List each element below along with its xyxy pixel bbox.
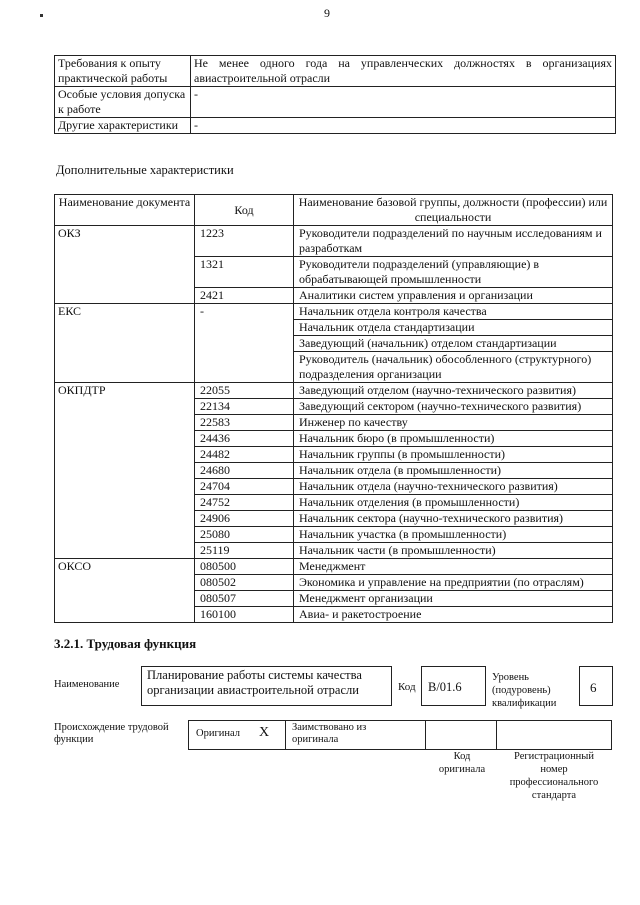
divider <box>285 720 286 749</box>
doc-cell: ЕКС <box>55 304 195 383</box>
header-code: Код <box>195 195 294 226</box>
code-cell: 1223 <box>195 226 294 257</box>
name-cell: Руководители подразделений (управляющие) в обрабатывающей промышленности <box>294 257 613 288</box>
code-cell: 22055 <box>195 383 294 399</box>
name-cell: Заведующий отделом (научно-технического развития) <box>294 383 613 399</box>
header-doc: Наименование документа <box>55 195 195 226</box>
name-cell: Руководители подразделений по научным исследованиям и разработкам <box>294 226 613 257</box>
code-cell: 2421 <box>195 288 294 304</box>
req-label: Требования к опыту практической работы <box>55 56 191 87</box>
name-cell: Менеджмент <box>294 559 613 575</box>
name-cell: Начальник отдела контроля качества <box>294 304 613 320</box>
code-cell: 24704 <box>195 479 294 495</box>
reg-caption: Регистрационный номер профессионального стандарта <box>509 751 599 801</box>
name-cell: Инженер по качеству <box>294 415 613 431</box>
name-cell: Начальник части (в промышленности) <box>294 543 613 559</box>
section-title: 3.2.1. Трудовая функция <box>54 636 197 651</box>
table-row <box>55 383 613 399</box>
code-cell: 160100 <box>195 607 294 623</box>
table-header-row <box>55 195 613 226</box>
level-label: Уровень (подуровень) квалификации <box>492 672 557 709</box>
table-row <box>55 118 616 134</box>
doc-cell: ОКЗ <box>55 226 195 304</box>
page-number: 9 <box>324 6 330 20</box>
scan-mark <box>40 14 43 17</box>
name-cell: Начальник бюро (в промышленности) <box>294 431 613 447</box>
table-row <box>55 304 613 320</box>
name-cell: Заведующий (начальник) отделом стандартизации <box>294 336 613 352</box>
code-cell: 24680 <box>195 463 294 479</box>
function-name: Планирование работы системы качества организации авиастроительной отрасли <box>147 668 362 697</box>
table-row <box>55 226 613 257</box>
name-cell: Экономика и управление на предприятии (по отраслям) <box>294 575 613 591</box>
name-cell: Начальник отдела (в промышленности) <box>294 463 613 479</box>
code-cell: 22583 <box>195 415 294 431</box>
code-cell: 22134 <box>195 399 294 415</box>
doc-cell: ОКСО <box>55 559 195 623</box>
table-row <box>55 56 616 87</box>
divider <box>496 720 497 749</box>
code-cell: 25080 <box>195 527 294 543</box>
name-label: Наименование <box>54 679 120 690</box>
req-label: Другие характеристики <box>55 118 191 134</box>
name-cell: Начальник сектора (научно-технического развития) <box>294 511 613 527</box>
code-cell: 24752 <box>195 495 294 511</box>
code-value: В/01.6 <box>428 680 462 694</box>
name-cell: Начальник отдела стандартизации <box>294 320 613 336</box>
req-value: - <box>191 87 616 118</box>
name-cell: Начальник участка (в промышленности) <box>294 527 613 543</box>
name-cell: Руководитель (начальник) обособленного (структурного) подразделения организации <box>294 352 613 383</box>
code-cell: 080500 <box>195 559 294 575</box>
code-cell: - <box>195 304 294 383</box>
name-cell: Начальник группы (в промышленности) <box>294 447 613 463</box>
original-label: Оригинал <box>196 728 240 739</box>
requirements-table <box>54 55 616 134</box>
doc-cell: ОКПДТР <box>55 383 195 559</box>
code-cell: 1321 <box>195 257 294 288</box>
original-mark: X <box>259 725 270 740</box>
classification-table <box>54 194 613 623</box>
table-row <box>55 87 616 118</box>
header-name: Наименование базовой группы, должности (профессии) или специальности <box>294 195 613 226</box>
borrowed-label: Заимствовано из оригинала <box>292 722 367 745</box>
name-cell: Заведующий сектором (научно-технического развития) <box>294 399 613 415</box>
name-cell: Авиа- и ракетостроение <box>294 607 613 623</box>
req-value: Не менее одного года на управленческих должностях в организациях авиастроительной отрасли <box>191 56 616 87</box>
code-cell: 24482 <box>195 447 294 463</box>
name-cell: Начальник отдела (научно-технического развития) <box>294 479 613 495</box>
code-cell: 080507 <box>195 591 294 607</box>
additional-title: Дополнительные характеристики <box>56 163 234 177</box>
code-cell: 080502 <box>195 575 294 591</box>
name-cell: Начальник отделения (в промышленности) <box>294 495 613 511</box>
level-value: 6 <box>590 680 597 695</box>
origin-label: Происхождение трудовой функции <box>54 722 169 745</box>
code-cell: 24436 <box>195 431 294 447</box>
code-label: Код <box>398 681 416 693</box>
code-cell: 25119 <box>195 543 294 559</box>
req-value: - <box>191 118 616 134</box>
table-row <box>55 559 613 575</box>
name-cell: Аналитики систем управления и организации <box>294 288 613 304</box>
divider <box>425 720 426 749</box>
code-caption: Код оригинала <box>438 751 486 775</box>
name-cell: Менеджмент организации <box>294 591 613 607</box>
code-cell: 24906 <box>195 511 294 527</box>
req-label: Особые условия допуска к работе <box>55 87 191 118</box>
